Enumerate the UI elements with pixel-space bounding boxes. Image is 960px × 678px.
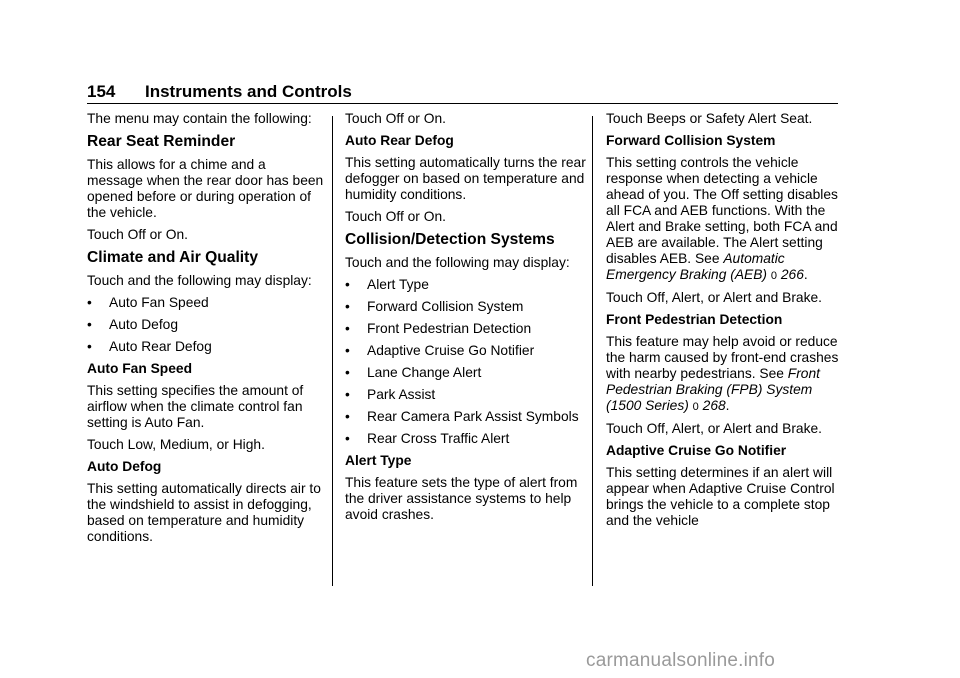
list-item: • Alert Type [345,277,429,292]
list-item: • Park Assist [345,387,436,402]
climate-intro: Touch and the following may display: [87,273,312,288]
front-pedestrian-subheading: Front Pedestrian Detection [606,312,783,327]
fpb-reference-link[interactable]: Front Pedestrian Braking (FPB) System (1500 Series) [606,366,820,413]
list-item: • Auto Rear Defog [87,339,212,354]
bullet-icon: • [87,339,92,354]
auto-fan-speed-touch: Touch Low, Medium, or High. [87,437,265,452]
list-item: • Forward Collision System [345,299,524,314]
bullet-icon: • [345,343,350,358]
list-item: • Auto Fan Speed [87,295,209,310]
list-item: • Rear Cross Traffic Alert [345,431,510,446]
menu-intro: The menu may contain the following: [87,111,312,126]
climate-heading: Climate and Air Quality [87,249,258,266]
collision-heading: Collision/Detection Systems [345,231,555,248]
alert-type-subheading: Alert Type [345,453,412,468]
column-divider [592,116,593,586]
aeb-reference-link[interactable]: Automatic Emergency Braking (AEB) [606,251,785,282]
page-number: 154 [87,82,116,101]
page-ref-icon: 0 [770,270,777,282]
rear-seat-reminder-touch: Touch Off or On. [87,227,188,242]
climate-list [87,295,325,355]
page-ref-icon: 0 [692,401,699,413]
auto-rear-defog-body: This setting automatically turns the rear defogger on based on temperature and humidity conditions. [345,155,586,202]
auto-defog-touch: Touch Off or On. [345,111,446,126]
rear-seat-reminder-body: This allows for a chime and a message when the rear door has been opened before or during operation of the vehicle. [87,157,324,220]
collision-intro: Touch and the following may display: [345,255,570,270]
column-3 [606,111,846,535]
list-item: • Front Pedestrian Detection [345,321,532,336]
bullet-icon: • [345,299,350,314]
bullet-icon: • [87,317,92,332]
aeb-page-link[interactable]: 266 [780,267,804,282]
forward-collision-touch: Touch Off, Alert, or Alert and Brake. [606,290,823,305]
section-title: Instruments and Controls [145,82,352,101]
alert-type-body: This feature sets the type of alert from the driver assistance systems to help avoid crashes. [345,475,578,522]
auto-fan-speed-body: This setting specifies the amount of airflow when the climate control fan setting is Auto Fan. [87,383,304,430]
forward-collision-subheading: Forward Collision System [606,133,776,148]
forward-collision-body: This setting controls the vehicle response when detecting a vehicle ahead of you. The Off setting disables all FCA and AEB functions. With the Alert and Brake setting, both FCA and AEB are available. The Alert setting disables AEB. See Automatic Emergency Braking (AEB) 0 266. [606,155,838,282]
bullet-icon: • [87,295,92,310]
bullet-icon: • [345,321,350,336]
collision-list [345,277,590,447]
bullet-icon: • [345,365,350,380]
column-divider [332,116,333,586]
adaptive-cruise-body: This setting determines if an alert will appear when Adaptive Cruise Control brings the vehicle to a complete stop and the vehicle [606,465,835,528]
fpb-page-link[interactable]: 268 [702,398,726,413]
column-2 [345,111,590,529]
alert-type-touch: Touch Beeps or Safety Alert Seat. [606,111,813,126]
list-item: • Adaptive Cruise Go Notifier [345,343,535,358]
list-item: • Rear Camera Park Assist Symbols [345,409,579,424]
page-header [87,82,838,104]
auto-rear-defog-subheading: Auto Rear Defog [345,133,454,148]
bullet-icon: • [345,431,350,446]
auto-fan-speed-subheading: Auto Fan Speed [87,361,193,376]
auto-defog-subheading: Auto Defog [87,459,162,474]
adaptive-cruise-subheading: Adaptive Cruise Go Notifier [606,443,787,458]
list-item: • Lane Change Alert [345,365,482,380]
bullet-icon: • [345,277,350,292]
bullet-icon: • [345,409,350,424]
column-1 [87,111,325,551]
auto-rear-defog-touch: Touch Off or On. [345,209,446,224]
front-pedestrian-touch: Touch Off, Alert, or Alert and Brake. [606,421,823,436]
auto-defog-body: This setting automatically directs air to the windshield to assist in defogging, based on temperature and humidity conditions. [87,481,321,544]
rear-seat-reminder-heading: Rear Seat Reminder [87,133,236,150]
watermark: carmanualsonline.info [586,650,776,671]
list-item: • Auto Defog [87,317,179,332]
front-pedestrian-body: This feature may help avoid or reduce the harm caused by front-end crashes with nearby pedestrians. See Front Pedestrian Braking (FPB) System (1500 Series) 0 268. [606,334,839,413]
bullet-icon: • [345,387,350,402]
